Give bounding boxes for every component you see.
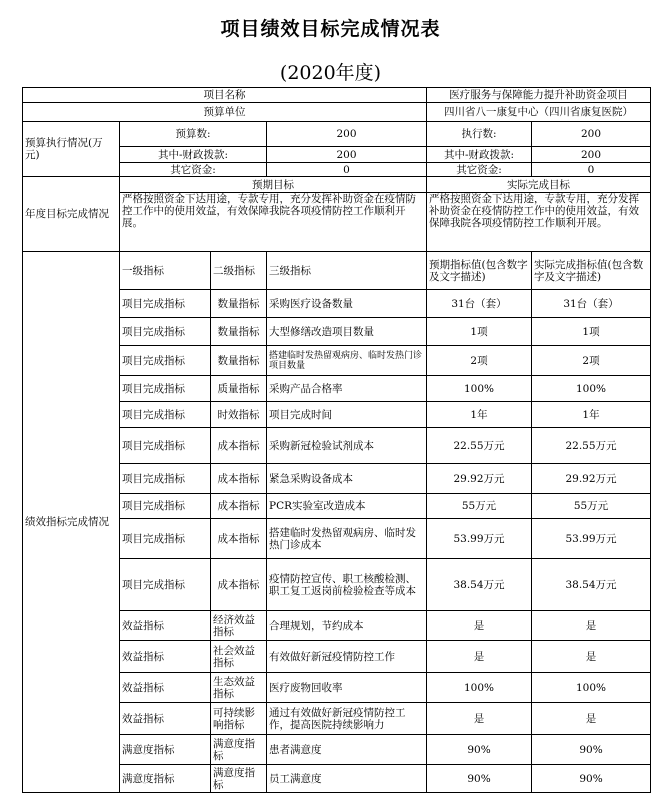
actual-value-cell: 29.92万元	[532, 464, 651, 494]
project-name-row	[23, 88, 651, 103]
annual-section-label: 年度目标完成情况	[23, 177, 120, 252]
indicator-header-row	[23, 252, 651, 290]
expected-value-cell: 38.54万元	[427, 559, 532, 611]
level3-cell: PCR实验室改造成本	[267, 494, 427, 519]
budget-unit-row	[23, 103, 651, 122]
level2-cell: 数量指标	[211, 290, 267, 318]
level2-cell: 生态效益指标	[211, 673, 267, 703]
level3-cell: 合理规划，节约成本	[267, 611, 427, 641]
expected-goal-text: 严格按照资金下达用途，专款专用，充分发挥补助资金在疫情防控工作中的使用效益，有效保障我院各项疫情防控工作顺利开展。	[120, 193, 427, 252]
level1-header: 一级指标	[120, 252, 211, 290]
level1-cell: 项目完成指标	[120, 402, 211, 428]
expected-value-cell: 90%	[427, 765, 532, 793]
fiscal-exec-label: 其中-财政拨款:	[427, 147, 532, 163]
actual-value-cell: 31台（套）	[532, 290, 651, 318]
level2-cell: 数量指标	[211, 318, 267, 346]
other-budget-label: 其它资金:	[120, 163, 267, 177]
actual-value-cell: 是	[532, 703, 651, 735]
budget-section-label: 预算执行情况(万元)	[23, 122, 120, 177]
expected-goal-header: 预期目标	[120, 177, 427, 193]
level1-cell: 项目完成指标	[120, 519, 211, 559]
level2-cell: 成本指标	[211, 428, 267, 464]
project-name-label: 项目名称	[23, 88, 427, 103]
level1-cell: 满意度指标	[120, 765, 211, 793]
level2-cell: 成本指标	[211, 519, 267, 559]
expected-value-cell: 1项	[427, 318, 532, 346]
actual-value-cell: 2项	[532, 346, 651, 376]
actual-value-cell: 22.55万元	[532, 428, 651, 464]
fiscal-budget-value: 200	[267, 147, 427, 163]
budget-row	[23, 122, 651, 147]
level3-cell: 搭建临时发热留观病房、临时发热门诊成本	[267, 519, 427, 559]
level1-cell: 项目完成指标	[120, 376, 211, 402]
level3-cell: 疫情防控宣传、职工核酸检测、职工复工返岗前检验检查等成本	[267, 559, 427, 611]
level2-header: 二级指标	[211, 252, 267, 290]
exec-value: 200	[532, 122, 651, 147]
level2-cell: 质量指标	[211, 376, 267, 402]
level3-cell: 项目完成时间	[267, 402, 427, 428]
expected-value-cell: 是	[427, 703, 532, 735]
expected-value-cell: 53.99万元	[427, 519, 532, 559]
project-name-value: 医疗服务与保障能力提升补助资金项目	[427, 88, 651, 103]
level2-cell: 满意度指标	[211, 735, 267, 765]
level2-cell: 可持续影响指标	[211, 703, 267, 735]
level1-cell: 满意度指标	[120, 735, 211, 765]
level3-cell: 大型修缮改造项目数量	[267, 318, 427, 346]
level3-cell: 通过有效做好新冠疫情防控工作，提高医院持续影响力	[267, 703, 427, 735]
expected-value-cell: 1年	[427, 402, 532, 428]
fiscal-exec-value: 200	[532, 147, 651, 163]
expected-value-cell: 100%	[427, 673, 532, 703]
budget-label: 预算数:	[120, 122, 267, 147]
level1-cell: 效益指标	[120, 641, 211, 673]
level2-cell: 成本指标	[211, 559, 267, 611]
level3-cell: 采购产品合格率	[267, 376, 427, 402]
budget-value: 200	[267, 122, 427, 147]
level1-cell: 项目完成指标	[120, 494, 211, 519]
level2-cell: 成本指标	[211, 494, 267, 519]
level3-header: 三级指标	[267, 252, 427, 290]
level1-cell: 项目完成指标	[120, 428, 211, 464]
actual-value-cell: 是	[532, 641, 651, 673]
actual-value-cell: 100%	[532, 673, 651, 703]
level2-cell: 经济效益指标	[211, 611, 267, 641]
actual-value-cell: 90%	[532, 735, 651, 765]
level1-cell: 项目完成指标	[120, 290, 211, 318]
fiscal-budget-label: 其中-财政拨款:	[120, 147, 267, 163]
level1-cell: 效益指标	[120, 611, 211, 641]
level3-cell: 采购新冠检验试剂成本	[267, 428, 427, 464]
level3-cell: 医疗废物回收率	[267, 673, 427, 703]
expected-value-cell: 2项	[427, 346, 532, 376]
expected-value-cell: 是	[427, 611, 532, 641]
level1-cell: 项目完成指标	[120, 318, 211, 346]
level3-cell: 采购医疗设备数量	[267, 290, 427, 318]
actual-value-cell: 1项	[532, 318, 651, 346]
actual-value-cell: 是	[532, 611, 651, 641]
level2-cell: 数量指标	[211, 346, 267, 376]
budget-unit-label: 预算单位	[23, 103, 427, 122]
actual-value-cell: 53.99万元	[532, 519, 651, 559]
level3-cell: 有效做好新冠疫情防控工作	[267, 641, 427, 673]
actual-value-header: 实际完成指标值(包含数字及文字描述)	[532, 252, 651, 290]
expected-value-cell: 90%	[427, 735, 532, 765]
level3-cell: 搭建临时发热留观病房、临时发热门诊项目数量	[267, 346, 427, 376]
actual-value-cell: 1年	[532, 402, 651, 428]
page-title: 项目绩效目标完成情况表	[220, 18, 441, 40]
level3-cell: 员工满意度	[267, 765, 427, 793]
indicator-section-label: 绩效指标完成情况	[23, 252, 120, 793]
expected-value-cell: 55万元	[427, 494, 532, 519]
level1-cell: 项目完成指标	[120, 346, 211, 376]
other-exec-label: 其它资金:	[427, 163, 532, 177]
performance-table	[22, 87, 651, 793]
level1-cell: 效益指标	[120, 673, 211, 703]
level3-cell: 患者满意度	[267, 735, 427, 765]
actual-value-cell: 55万元	[532, 494, 651, 519]
expected-value-header: 预期指标值(包含数字及文字描述)	[427, 252, 532, 290]
level2-cell: 时效指标	[211, 402, 267, 428]
page-subtitle-year: (2020年度)	[279, 62, 382, 84]
level2-cell: 满意度指标	[211, 765, 267, 793]
actual-value-cell: 90%	[532, 765, 651, 793]
level1-cell: 效益指标	[120, 703, 211, 735]
actual-value-cell: 38.54万元	[532, 559, 651, 611]
expected-value-cell: 31台（套）	[427, 290, 532, 318]
expected-value-cell: 29.92万元	[427, 464, 532, 494]
expected-value-cell: 100%	[427, 376, 532, 402]
level3-cell: 紧急采购设备成本	[267, 464, 427, 494]
actual-goal-header: 实际完成目标	[427, 177, 651, 193]
level1-cell: 项目完成指标	[120, 559, 211, 611]
level1-cell: 项目完成指标	[120, 464, 211, 494]
exec-label: 执行数:	[427, 122, 532, 147]
expected-value-cell: 是	[427, 641, 532, 673]
expected-value-cell: 22.55万元	[427, 428, 532, 464]
annual-header-row	[23, 177, 651, 193]
level2-cell: 社会效益指标	[211, 641, 267, 673]
actual-goal-text: 严格按照资金下达用途，专款专用，充分发挥补助资金在疫情防控工作中的使用效益，有效保障我院各项疫情防控工作顺利开展。	[427, 193, 651, 252]
actual-value-cell: 100%	[532, 376, 651, 402]
level2-cell: 成本指标	[211, 464, 267, 494]
other-exec-value: 0	[532, 163, 651, 177]
other-budget-value: 0	[267, 163, 427, 177]
budget-unit-value: 四川省八一康复中心（四川省康复医院）	[427, 103, 651, 122]
